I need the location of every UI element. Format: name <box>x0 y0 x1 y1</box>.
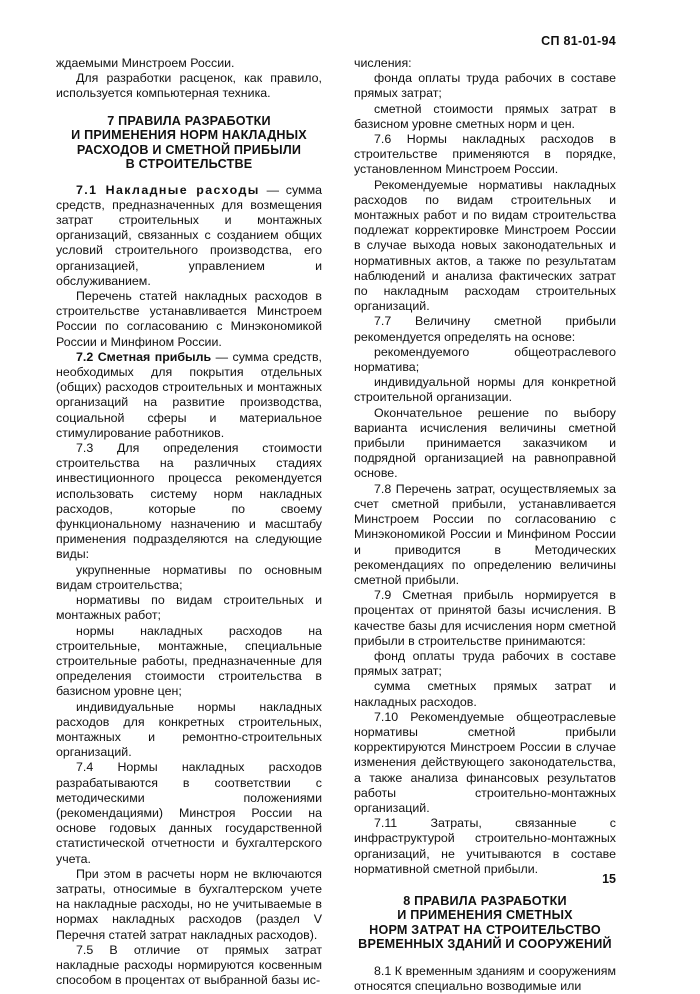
section-8-title-line: НОРМ ЗАТРАТ НА СТРОИТЕЛЬСТВО <box>369 922 601 937</box>
document-code: СП 81-01-94 <box>541 34 616 48</box>
list-item: нормативы по видам строительных и монтажных работ; <box>56 593 322 623</box>
section-7-title-line: В СТРОИТЕЛЬСТВЕ <box>125 157 253 172</box>
right-column <box>354 56 616 994</box>
paragraph-computer: Для разработки расценок, как правило, используется компьютерная техника. <box>56 71 322 101</box>
left-column <box>56 56 322 988</box>
paragraph-7-6: 7.6 Нормы накладных расходов в строительстве применяются в порядке, установленном Минстроем России. <box>354 132 616 177</box>
paragraph-final-decision: Окончательное решение по выбору варианта исчисления величины сметной прибыли принимается заказчиком и подрядной организацией на равноправной основе. <box>354 405 616 481</box>
paragraph-7-8: 7.8 Перечень затрат, осуществляемых за счет сметной прибыли, устанавливается Минстроем России по согласованию с Минэкономикой России и Минфином России и приводится в Методических рекомендациях по определению величины сметной прибыли. <box>354 481 616 587</box>
section-8-title-line: 8 ПРАВИЛА РАЗРАБОТКИ <box>403 893 567 908</box>
list-item: нормы накладных расходов на строительные, монтажные, специальные строительные работы, предназначенные для определения стоимости строительства в базисном уровне цен; <box>56 623 322 699</box>
list-item: фонда оплаты труда рабочих в составе прямых затрат; <box>354 71 616 101</box>
section-7-title-line: 7 ПРАВИЛА РАЗРАБОТКИ <box>107 113 271 128</box>
paragraph-continuation: числения: <box>354 56 412 70</box>
list-item: сумма сметных прямых затрат и накладных расходов. <box>354 679 616 709</box>
term-estimated-profit: 7.2 Сметная прибыль <box>76 349 212 364</box>
paragraph-7-1-text: — сумма средств, предназначенных для возмещения затрат строительных и монтажных организаций, связанных с созданием общих условий строительного производства, его организацией, управлением и обслуживанием. <box>56 182 322 288</box>
list-item: рекомендуемого общеотраслевого норматива; <box>354 344 616 375</box>
section-8-title <box>354 894 616 952</box>
list-item: укрупненные нормативы по основным видам строительства; <box>56 562 322 592</box>
paragraph-8-1: 8.1 К временным зданиям и сооружениям относятся специально возводимые или <box>354 963 616 994</box>
paragraph-7-3: 7.3 Для определения стоимости строительства на различных стадиях инвестиционного процесса рекомендуется использовать систему норм накладных расходов, которые по своему функциональному назначению и масштабу применения подразделяются на следующие виды: <box>56 441 322 562</box>
list-item: фонд оплаты труда рабочих в составе прямых затрат; <box>354 648 616 679</box>
paragraph-7-2-text: — сумма средств, необходимых для покрытия отдельных (общих) расходов строительных и монтажных организаций на развитие производства, социальной сферы и материальное стимулирование работников. <box>56 349 322 440</box>
paragraph-7-11: 7.11 Затраты, связанные с инфраструктурой строительно-монтажных организаций, не учитываются в составе нормативной сметной прибыли. <box>354 816 616 876</box>
paragraph-continuation: ждаемыми Минстроем России. <box>56 56 235 70</box>
section-7-title-line: РАСХОДОВ И СМЕТНОЙ ПРИБЫЛИ <box>76 142 302 157</box>
paragraph-7-4: 7.4 Нормы накладных расходов разрабатываются в соответствии с методическими положениями (рекомендациями) Минстроя России на основе годовых данных государственной статистической отчетности и бухгалтерского учета. <box>56 760 322 866</box>
paragraph-7-2 <box>56 350 322 441</box>
term-overhead: 7.1 Накладные расходы <box>76 182 260 197</box>
section-7-title-line: И ПРИМЕНЕНИЯ НОРМ НАКЛАДНЫХ <box>71 128 307 143</box>
section-8-title-line: И ПРИМЕНЕНИЯ СМЕТНЫХ <box>397 908 573 923</box>
list-item: индивидуальной нормы для конкретной строительной организации. <box>354 375 616 405</box>
list-item: индивидуальные нормы накладных расходов для конкретных строительных, монтажных и ремонтно-строительных организаций. <box>56 699 322 760</box>
page-number: 15 <box>602 872 616 886</box>
section-8-title-line: ВРЕМЕННЫХ ЗДАНИЙ И СООРУЖЕНИЙ <box>358 937 612 952</box>
section-7-title <box>56 114 322 172</box>
paragraph-7-5: 7.5 В отличие от прямых затрат накладные расходы нормируются косвенным способом в процентах от выбранной базы ис- <box>56 942 322 988</box>
paragraph-list-of-items: Перечень статей накладных расходов в строительстве устанавливается Минстроем России по согласованию с Минэкономикой России и Минфином России. <box>56 289 322 349</box>
paragraph-7-10: 7.10 Рекомендуемые общеотраслевые нормативы сметной прибыли корректируются Минстроем России в случае изменения действующего законодательства, а также анализа финансовых результатов работы строительно-монтажных организаций. <box>354 709 616 815</box>
paragraph-7-9: 7.9 Сметная прибыль нормируется в процентах от принятой базы исчисления. В качестве базы для исчисления норм сметной прибыли в строительстве принимаются: <box>354 588 616 648</box>
paragraph-recommended: Рекомендуемые нормативы накладных расходов по видам строительных и монтажных работ и по видам строительства подлежат корректировке Минстроем России в случае выхода новых законодательных и нормативных актов, а также по результатам наблюдений и анализа фактических затрат по накладным расходам строительных организаций. <box>354 177 616 314</box>
paragraph-7-7: 7.7 Величину сметной прибыли рекомендуется определять на основе: <box>354 314 616 344</box>
paragraph-7-1 <box>56 183 322 289</box>
list-item: сметной стоимости прямых затрат в базисном уровне сметных норм и цен. <box>354 101 616 131</box>
paragraph-exclusions: При этом в расчеты норм не включаются затраты, относимые в бухгалтерском учете на накладные расходы, но не учитываемые в нормах накладных расходов (раздел V Перечня статей затрат накладных расходов). <box>56 866 322 942</box>
